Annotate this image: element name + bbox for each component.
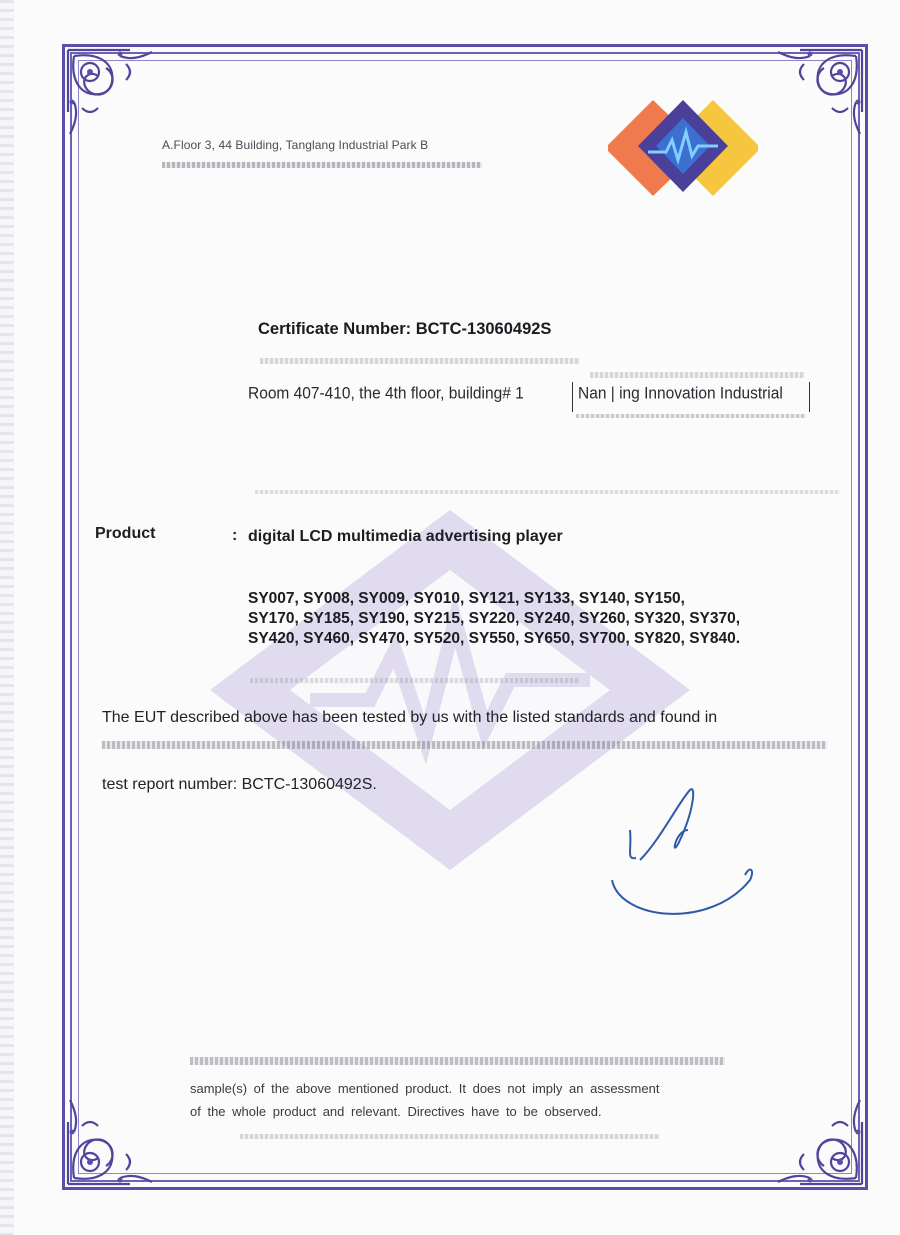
obscured-text-line [260,358,580,364]
holder-address-left: Room 407-410, the 4th floor, building# 1 [248,384,524,403]
disclaimer [190,1077,659,1123]
obscured-text-line [102,741,827,749]
obscured-text-line [240,1134,660,1139]
holder-address-right: Nan | ing Innovation Industrial [578,384,783,403]
ornament-corner-icon [760,1082,870,1192]
certificate-number: Certificate Number: BCTC-13060492S [258,320,552,338]
test-statement: The EUT described above has been tested by us with the listed standards and found in [102,709,718,726]
signature-icon [600,770,770,940]
model-line: SY170, SY185, SY190, SY215, SY220, SY240, SY260, SY320, SY370, [248,610,741,627]
issuer-address: A.Floor 3, 44 Building, Tanglang Industrial Park B [162,138,429,152]
disclaimer-line: sample(s) of the above mentioned product. It does not imply an assessment [190,1081,660,1096]
obscured-text-line [190,1057,725,1065]
model-line: SY420, SY460, SY470, SY520, SY550, SY650, SY700, SY820, SY840. [248,630,741,647]
diamond-logo-icon [608,96,758,200]
obscured-text-line [255,490,840,494]
product-label: Product [95,525,156,542]
test-report-number: test report number: BCTC-13060492S. [102,776,377,793]
obscured-text-line [250,678,580,683]
product-colon: : [232,527,238,544]
scan-edge [0,0,14,1235]
model-list [248,589,828,649]
product-name: digital LCD multimedia advertising player [248,528,563,545]
ornament-corner-icon [60,1082,170,1192]
model-line: SY007, SY008, SY009, SY010, SY121, SY133, SY140, SY150, [248,590,685,607]
disclaimer-line: of the whole product and relevant. Directives have to be observed. [190,1104,602,1119]
obscured-text-line [576,414,806,418]
obscured-text-line [590,372,805,378]
ornament-corner-icon [60,42,170,152]
obscured-text-line [162,162,482,168]
ornament-corner-icon [760,42,870,152]
